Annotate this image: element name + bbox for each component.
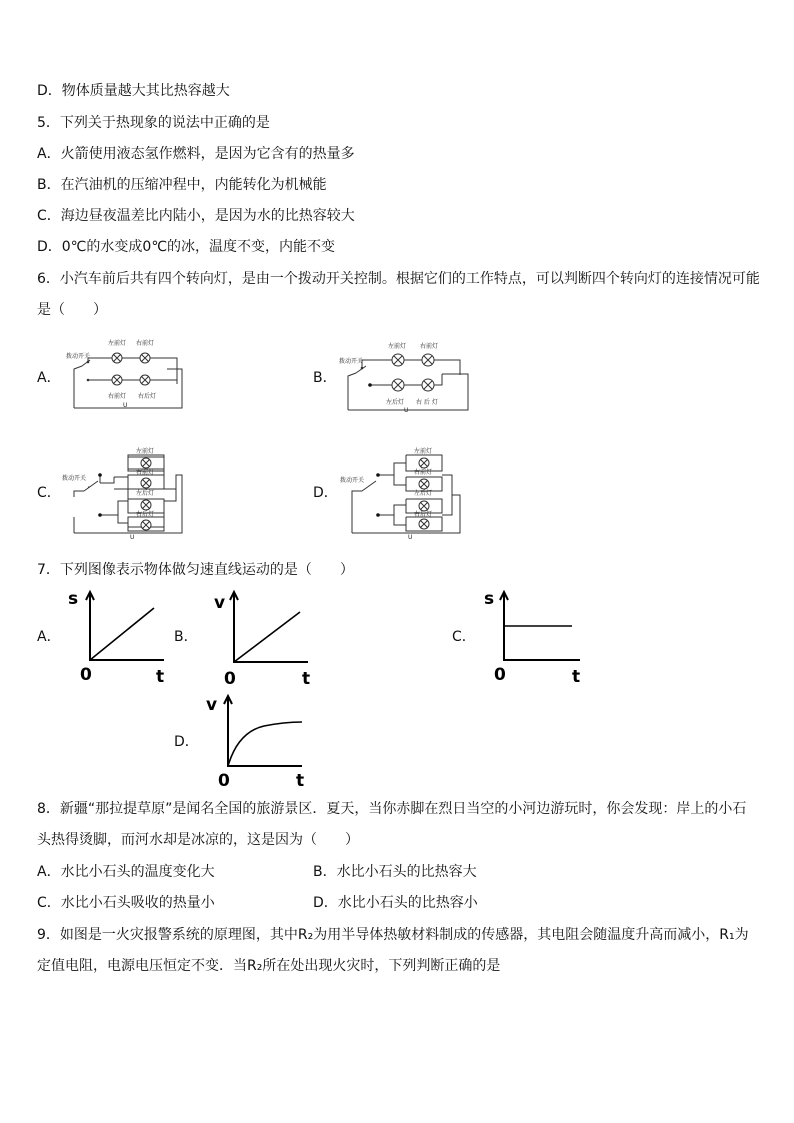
q7-option-b-label: B． bbox=[174, 629, 198, 645]
q7-option-c-label: C． bbox=[452, 629, 476, 645]
circuit-b-rear-left: 左后灯 bbox=[386, 399, 405, 406]
q8-stem-line2: 头热得烫脚，而河水却是冰凉的，这是因为（ ） bbox=[37, 832, 359, 848]
circuit-a-front-left: 左前灯 bbox=[108, 340, 127, 347]
circuit-d-switch-label: 拨动开关 bbox=[340, 477, 365, 484]
graph-a-s-t bbox=[64, 588, 174, 687]
circuit-a-voltage: U bbox=[123, 402, 128, 409]
q6-stem-line1: 6．小汽车前后共有四个转向灯，是由一个拨动开关控制。根据它们的工作特点，可以判断四个转向灯的连接情况可能 bbox=[37, 271, 760, 287]
q5-option-d: D．0℃的水变成0℃的冰，温度不变，内能不变 bbox=[37, 239, 336, 255]
graph-b-origin: 0 bbox=[224, 669, 236, 689]
q9-stem-line2: 定值电阻，电源电压恒定不变．当R₂所在处出现火灾时，下列判断正确的是 bbox=[37, 958, 501, 974]
graph-b-v-t bbox=[210, 588, 320, 688]
graph-c-y-label: s bbox=[484, 589, 495, 609]
circuit-b-front-left: 左前灯 bbox=[388, 343, 407, 350]
graph-d-y-label: v bbox=[206, 695, 218, 715]
circuit-a-front-right: 右前灯 bbox=[136, 340, 155, 347]
circuit-d-front-right: 右前灯 bbox=[414, 469, 433, 476]
q5-option-b: B．在汽油机的压缩冲程中，内能转化为机械能 bbox=[37, 177, 327, 193]
circuit-a-rear-left: 右前灯 bbox=[108, 393, 127, 400]
circuit-c-switch-label: 拨动开关 bbox=[62, 475, 87, 482]
circuit-d-voltage: U bbox=[408, 534, 413, 541]
circuit-d-rear-right: 右后灯 bbox=[414, 511, 433, 518]
q6-stem-line2: 是（ ） bbox=[37, 302, 107, 318]
circuit-diagram-b bbox=[336, 338, 472, 414]
circuit-b-front-right: 右前灯 bbox=[420, 343, 439, 350]
q4-option-d: D．物体质量越大其比热容越大 bbox=[37, 83, 230, 99]
circuit-diagram-a bbox=[60, 336, 190, 414]
circuit-a-switch-label: 拨动开关 bbox=[66, 353, 91, 360]
circuit-diagram-d bbox=[338, 445, 478, 541]
q8-option-a: A．水比小石头的温度变化大 bbox=[37, 864, 215, 880]
q6-option-d-label: D． bbox=[313, 485, 338, 501]
q5-option-a: A．火箭使用液态氢作燃料，是因为它含有的热量多 bbox=[37, 146, 355, 162]
q6-option-a-label: A． bbox=[37, 370, 61, 386]
q8-option-c: C．水比小石头吸收的热量小 bbox=[37, 895, 215, 911]
graph-b-y-label: v bbox=[214, 593, 226, 613]
graph-d-x-label: t bbox=[296, 771, 305, 791]
q8-option-d: D．水比小石头的比热容小 bbox=[313, 895, 478, 911]
q5-stem: 5．下列关于热现象的说法中正确的是 bbox=[37, 115, 270, 131]
graph-d-v-t bbox=[204, 692, 314, 792]
q5-option-c: C．海边昼夜温差比内陆小，是因为水的比热容较大 bbox=[37, 208, 355, 224]
graph-a-origin: 0 bbox=[80, 665, 92, 685]
q7-option-d-label: D． bbox=[174, 734, 199, 750]
circuit-b-switch-label: 拨动开关 bbox=[339, 358, 364, 365]
q7-option-a-label: A． bbox=[37, 629, 61, 645]
graph-d-origin: 0 bbox=[218, 771, 230, 791]
q6-option-b-label: B． bbox=[313, 370, 337, 386]
circuit-c-voltage: U bbox=[130, 534, 135, 541]
graph-c-x-label: t bbox=[572, 667, 581, 687]
circuit-d-rear-left: 左后灯 bbox=[414, 490, 433, 497]
q8-stem-line1: 8．新疆“那拉提草原”是闻名全国的旅游景区．夏天，当你赤脚在烈日当空的小河边游玩时，你会发现：岸上的小石 bbox=[37, 801, 747, 817]
graph-a-y-label: s bbox=[68, 589, 79, 609]
graph-c-origin: 0 bbox=[494, 665, 506, 685]
q6-option-c-label: C． bbox=[37, 485, 61, 501]
circuit-c-front-left: 左前灯 bbox=[136, 448, 155, 455]
circuit-d-front-left: 左前灯 bbox=[414, 448, 433, 455]
circuit-b-voltage: U bbox=[404, 407, 409, 414]
circuit-c-front-right: 右前灯 bbox=[136, 469, 155, 476]
q9-stem-line1: 9．如图是一火灾报警系统的原理图，其中R₂为用半导体热敏材料制成的传感器，其电阻会随温度升高而减小，R₁为 bbox=[37, 927, 749, 943]
circuit-c-rear-left: 左后灯 bbox=[136, 490, 155, 497]
graph-c-s-t bbox=[480, 588, 590, 687]
circuit-c-rear-right: 右后灯 bbox=[136, 511, 155, 518]
graph-b-x-label: t bbox=[302, 669, 311, 689]
q7-stem: 7．下列图像表示物体做匀速直线运动的是（ ） bbox=[37, 562, 354, 578]
circuit-diagram-c bbox=[60, 445, 200, 541]
graph-a-x-label: t bbox=[156, 667, 165, 687]
circuit-b-rear-right: 右 后 灯 bbox=[416, 399, 438, 406]
q8-option-b: B．水比小石头的比热容大 bbox=[313, 864, 477, 880]
circuit-a-rear-right: 右后灯 bbox=[138, 393, 157, 400]
